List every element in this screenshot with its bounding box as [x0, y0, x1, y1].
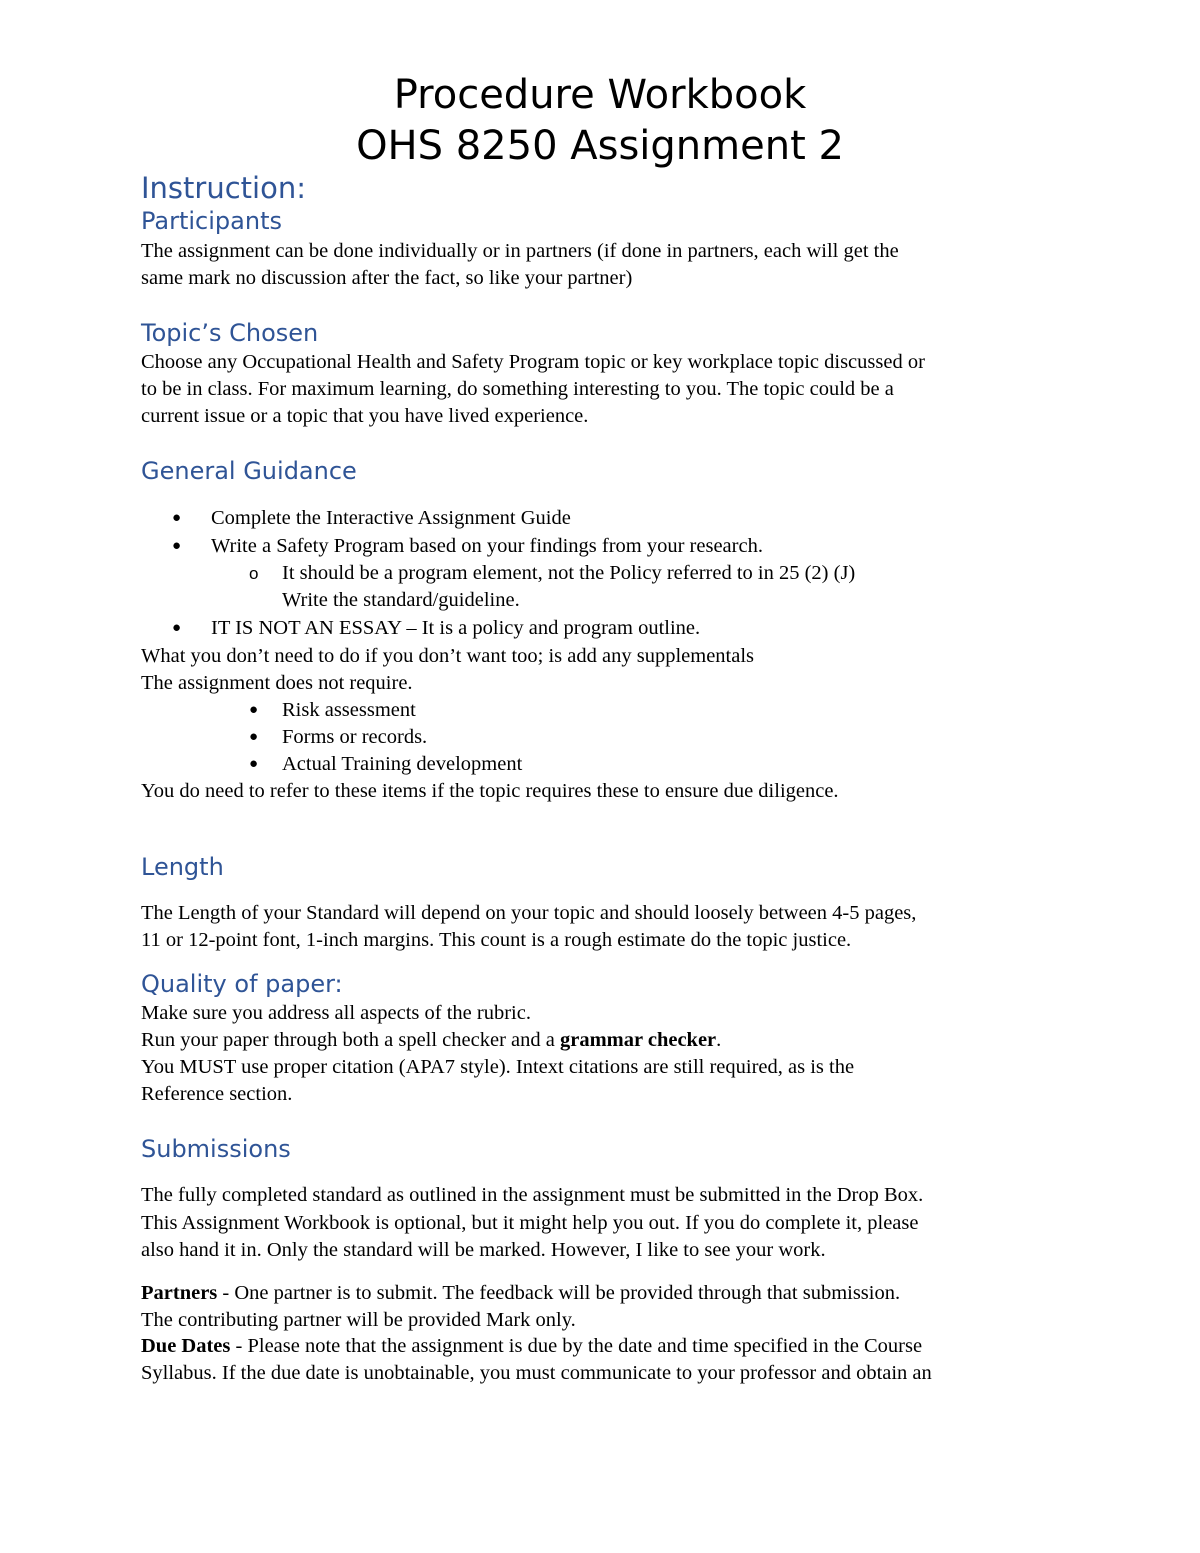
quality-heading: Quality of paper: — [141, 970, 343, 998]
length-line: The Length of your Standard will depend on your topic and should loosely between 4-5 pages, — [141, 902, 917, 924]
guidance-bullet: Write a Safety Program based on your findings from your research. — [211, 535, 763, 557]
bullet-icon: ● — [249, 729, 259, 745]
quality-line: Make sure you address all aspects of the rubric. — [141, 1002, 531, 1024]
bullet-icon: ● — [172, 538, 182, 554]
submissions-line: also hand it in. Only the standard will be marked. However, I like to see your work. — [141, 1239, 826, 1261]
partners-label: Partners — [141, 1282, 218, 1304]
quality-line-end: . — [716, 1029, 722, 1051]
page-subtitle: OHS 8250 Assignment 2 — [356, 123, 844, 169]
not-required-item: Forms or records. — [282, 726, 428, 748]
quality-line: Reference section. — [141, 1083, 293, 1105]
not-required-item: Actual Training development — [282, 753, 523, 775]
bullet-icon: ● — [249, 702, 259, 718]
not-required-item: Risk assessment — [282, 699, 416, 721]
guidance-text: You do need to refer to these items if the topic requires these to ensure due diligence. — [141, 780, 839, 802]
guidance-heading: General Guidance — [141, 457, 357, 485]
due-dates-paragraph — [141, 1333, 922, 1360]
due-dates-label: Due Dates — [141, 1335, 231, 1357]
bullet-icon: ● — [172, 620, 182, 636]
guidance-text: What you don’t need to do if you don’t want too; is add any supplementals — [141, 645, 755, 667]
guidance-sub-bullet: It should be a program element, not the Policy referred to in 25 (2) (J) — [282, 562, 856, 584]
length-line: 11 or 12-point font, 1-inch margins. This count is a rough estimate do the topic justice. — [141, 929, 852, 951]
topics-line: to be in class. For maximum learning, do something interesting to you. The topic could be a — [141, 378, 894, 400]
instruction-heading: Instruction: — [141, 171, 306, 205]
due-dates-line: Syllabus. If the due date is unobtainable, you must communicate to your professor and obtain an — [141, 1362, 932, 1384]
guidance-bullet: Complete the Interactive Assignment Guide — [211, 507, 571, 529]
topics-line: Choose any Occupational Health and Safety Program topic or key workplace topic discussed or — [141, 351, 925, 373]
quality-line: You MUST use proper citation (APA7 style). Intext citations are still required, as is the — [141, 1056, 855, 1078]
grammar-checker-bold: grammar checker — [559, 1029, 717, 1051]
page-title: Procedure Workbook — [393, 72, 807, 118]
partners-paragraph — [141, 1280, 900, 1307]
partners-line: The contributing partner will be provided Mark only. — [141, 1309, 576, 1331]
sub-bullet-icon: o — [249, 564, 259, 583]
topics-heading: Topic’s Chosen — [141, 319, 319, 347]
submissions-line: The fully completed standard as outlined in the assignment must be submitted in the Drop Box. — [141, 1184, 924, 1206]
length-heading: Length — [141, 853, 224, 881]
participants-line: The assignment can be done individually or in partners (if done in partners, each will get the — [141, 240, 899, 262]
participants-line: same mark no discussion after the fact, so like your partner) — [141, 267, 633, 289]
guidance-sub-bullet-cont: Write the standard/guideline. — [282, 589, 520, 611]
partners-text: - One partner is to submit. The feedback will be provided through that submission. — [217, 1282, 901, 1304]
bullet-icon: ● — [172, 510, 182, 526]
guidance-text: The assignment does not require. — [141, 672, 413, 694]
submissions-line: This Assignment Workbook is optional, but it might help you out. If you do complete it, please — [141, 1212, 919, 1234]
quality-line-text: Run your paper through both a spell checker and a — [141, 1029, 560, 1051]
quality-line — [141, 1027, 721, 1054]
due-dates-text: - Please note that the assignment is due by the date and time specified in the Course — [230, 1335, 923, 1357]
topics-line: current issue or a topic that you have lived experience. — [141, 405, 589, 427]
submissions-heading: Submissions — [141, 1135, 291, 1163]
participants-heading: Participants — [141, 207, 282, 235]
guidance-bullet: IT IS NOT AN ESSAY – It is a policy and program outline. — [211, 617, 701, 639]
bullet-icon: ● — [249, 756, 259, 772]
